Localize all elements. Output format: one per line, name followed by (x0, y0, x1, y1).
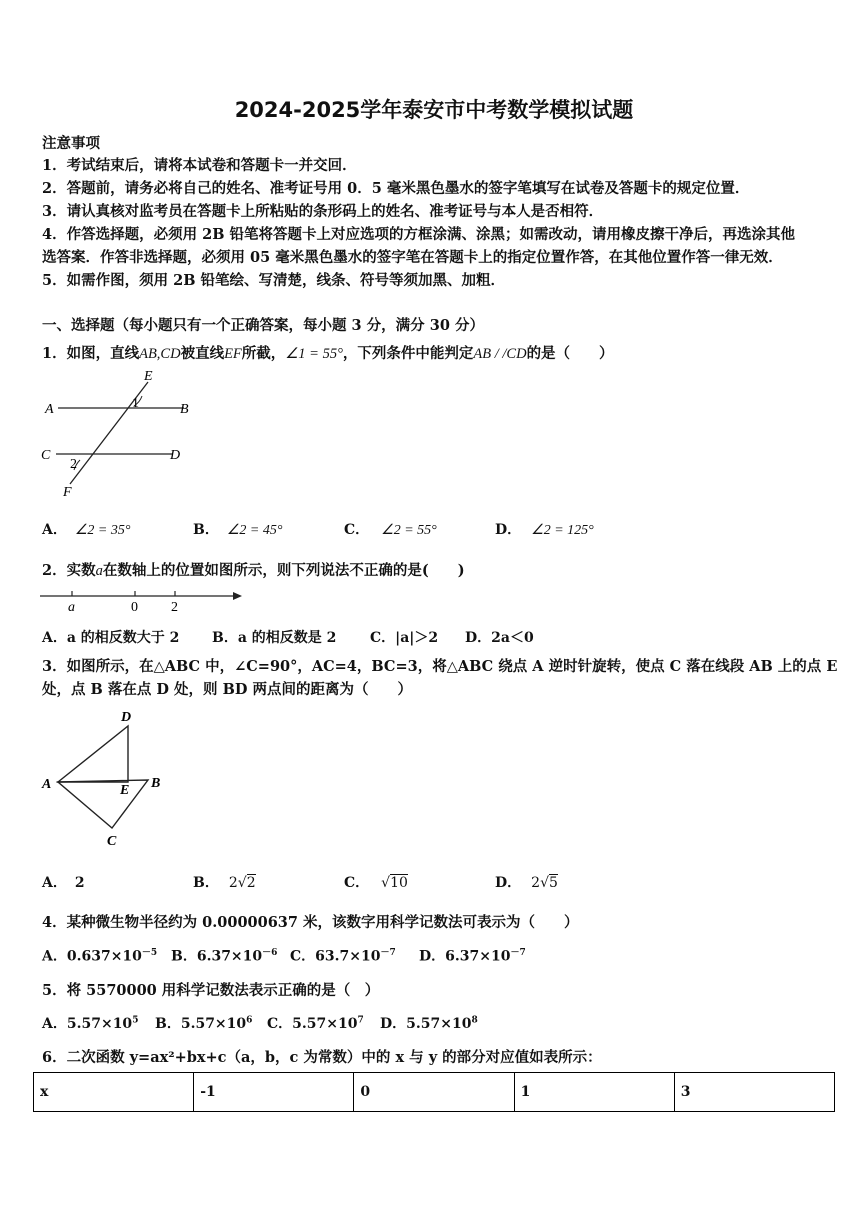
question-3-line2: 处，点 B 落在点 D 处，则 BD 两点间的距离为（ ） (42, 681, 412, 698)
fig3-label-b: B (151, 776, 161, 791)
q4-option-d: D．$6.37\times 10^{-7}$ (419, 948, 526, 965)
table-cell: 3 (674, 1073, 834, 1112)
question-5-text: 5．将 5570000 用科学记数法表示正确的是（ ） (42, 982, 380, 999)
fig1-label-2: 2 (70, 457, 77, 472)
q4-option-a: A．$0.637\times 10^{-5}$ (42, 948, 158, 965)
q4-option-b: B．$6.37\times 10^{-6}$ (171, 948, 278, 965)
axis-label-2: 2 (171, 600, 178, 615)
q3-option-c: C． √10 (344, 875, 408, 891)
fig3-label-a: A (42, 777, 52, 792)
q2-option-a: A．a 的相反数大于 2 (42, 630, 180, 646)
notice-item: 5．如需作图，须用 2B 铅笔绘、写清楚，线条、符号等须加黑、加粗． (42, 272, 506, 289)
table-cell: x (34, 1073, 194, 1112)
q1-option-a: A． ∠2 = 35° (42, 522, 131, 538)
q1-text-d: ，下列条件中能判定 (342, 345, 474, 362)
fig1-label-a: A (45, 402, 54, 417)
q1-option-d: D． ∠2 = 125° (495, 522, 594, 538)
axis-label-0: 0 (131, 600, 138, 615)
axis-label-a: a (68, 600, 75, 615)
fig1-label-c: C (41, 448, 51, 463)
q1-option-b: B． ∠2 = 45° (193, 522, 283, 538)
q2-option-b: B．a 的相反数是 2 (212, 630, 337, 646)
notice-item: 4．作答选择题，必须用 2B 铅笔将答题卡上对应选项的方框涂满、涂黑；如需改动，请用橡皮擦干净后，再选涂其他 (42, 226, 796, 243)
table-cell: -1 (194, 1073, 354, 1112)
q3-option-a: A． 2 (42, 875, 85, 891)
question-6-text: 6．二次函数 y=ax²+bx+c（a，b，c 为常数）中的 x 与 y 的部分对应值如表所示： (42, 1049, 602, 1066)
q1-figure (36, 366, 200, 502)
notice-item: 选答案．作答非选择题，必须用 05 毫米黑色墨水的签字笔在答题卡上的指定位置作答，在其他位置作答一律无效． (42, 249, 783, 266)
fig3-label-e: E (120, 783, 130, 798)
q1-math-parallel: AB / /CD (473, 346, 527, 362)
fig3-label-c: C (107, 834, 117, 849)
q1-option-c: C． ∠2 = 55° (344, 522, 437, 538)
fig1-label-e: E (144, 369, 153, 384)
notice-heading: 注意事项 (42, 135, 100, 152)
q1-math-ef: EF (224, 346, 242, 362)
fig1-label-f: F (63, 485, 72, 500)
q1-math-angle: ∠1 = 55° (285, 346, 343, 362)
q3-option-b: B． 2√2 (193, 875, 256, 891)
q1-text-e: 的是（ ） (526, 345, 614, 362)
q6-value-table (33, 1072, 835, 1112)
q5-option-c: C．$5.57\times 10^7$ (267, 1015, 364, 1032)
q5-option-a: A．$5.57\times 10^5$ (42, 1015, 139, 1032)
notice-item: 1．考试结束后，请将本试卷和答题卡一并交回． (42, 157, 357, 174)
q1-math-ab: AB,CD (139, 346, 181, 362)
table-cell: 1 (514, 1073, 674, 1112)
fig1-label-1: 1 (132, 396, 139, 411)
q3-option-d: D． 2√5 (495, 875, 558, 891)
notice-item: 3．请认真核对监考员在答题卡上所粘贴的条形码上的姓名、准考证号与本人是否相符． (42, 203, 604, 220)
q2-option-c: C．|a|＞2 (370, 630, 439, 646)
section-heading: 一、选择题（每小题只有一个正确答案，每小题 3 分，满分 30 分） (42, 317, 484, 334)
q4-option-c: C．$63.7\times 10^{-7}$ (290, 948, 396, 965)
table-row (34, 1073, 835, 1112)
fig1-label-b: B (180, 402, 189, 417)
q3-figure (36, 704, 176, 852)
fig1-label-d: D (170, 448, 181, 463)
q1-text-c: 所截， (241, 345, 286, 362)
page-title: 2024-2025学年泰安市中考数学模拟试题 (234, 98, 634, 122)
question-4-text: 4．某种微生物半径约为 0.00000637 米，该数字用科学记数法可表示为（ ） (42, 914, 579, 931)
q1-text-a: 1．如图，直线 (42, 345, 140, 362)
q2-number-line (38, 585, 244, 615)
q1-text-b: 被直线 (180, 345, 225, 362)
q2-option-d: D．2a＜0 (465, 630, 534, 646)
question-1-text (42, 342, 614, 363)
fig3-label-d: D (121, 710, 132, 725)
question-3-line1: 3．如图所示，在△ABC 中，∠C=90°，AC=4，BC=3，将△ABC 绕点 A 逆时针旋转，使点 C 落在线段 AB 上的点 E (42, 658, 838, 675)
q5-option-b: B．$5.57\times 10^6$ (155, 1015, 253, 1032)
question-2-text: 2．实数a在数轴上的位置如图所示，则下列说法不正确的是( ) (42, 562, 465, 579)
notice-item: 2．答题前，请务必将自己的姓名、准考证号用 0．5 毫米黑色墨水的签字笔填写在试卷及答题卡的规定位置． (42, 180, 750, 197)
q5-option-d: D．$5.57\times 10^8$ (380, 1015, 478, 1032)
table-cell: 0 (354, 1073, 514, 1112)
